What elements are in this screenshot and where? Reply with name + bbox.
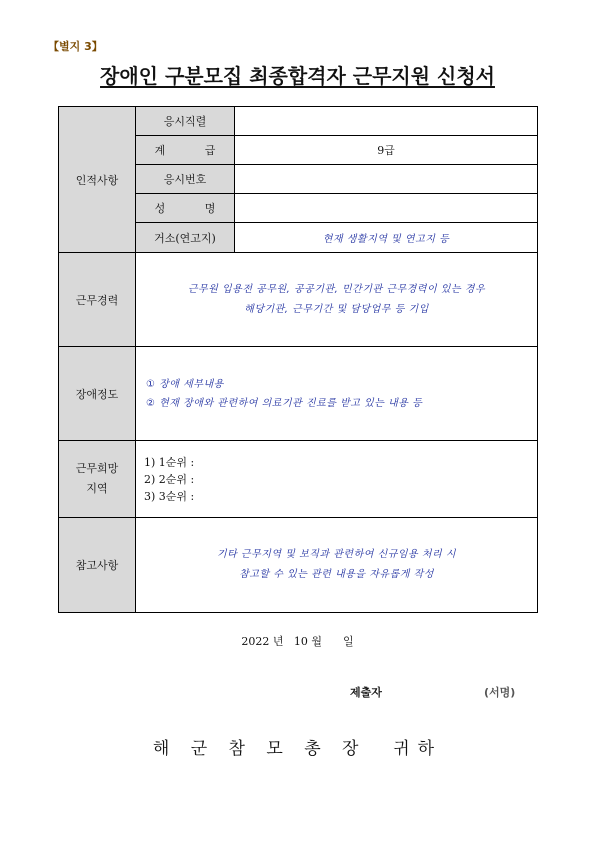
name-label-text: 성 명 xyxy=(154,202,234,215)
exam-number-field[interactable] xyxy=(235,165,538,194)
disability-guide-line: ② 현재 장애와 관련하여 의료기관 진료를 받고 있는 내용 등 xyxy=(146,397,423,409)
application-form-table xyxy=(58,106,538,613)
preferred-region-label xyxy=(59,441,136,518)
personal-info-section-label: 인적사항 xyxy=(59,107,136,253)
position-field[interactable] xyxy=(235,107,538,136)
work-history-label: 근무경력 xyxy=(59,253,136,347)
grade-label xyxy=(136,136,235,165)
disability-label: 장애정도 xyxy=(59,347,136,441)
preferred-region-item: 3) 3순위 : xyxy=(144,489,195,503)
residence-field[interactable]: 현재 생활지역 및 연고지 등 xyxy=(235,223,538,253)
disability-guide-line: ① 장애 세부내용 xyxy=(146,378,224,390)
notes-field[interactable] xyxy=(136,518,538,613)
notes-guide-line: 기타 근무지역 및 보직과 관련하여 신규임용 처리 시 xyxy=(216,549,457,560)
preferred-region-label-line: 근무희망 xyxy=(75,462,119,475)
preferred-region-item: 1) 1순위 : xyxy=(144,455,195,469)
preferred-region-item: 2) 2순위 : xyxy=(144,472,195,486)
work-history-field[interactable] xyxy=(136,253,538,347)
position-label: 응시직렬 xyxy=(136,107,235,136)
name-label xyxy=(136,194,235,223)
addressee: 해 군 참 모 총 장 귀하 xyxy=(152,739,443,759)
signature-field[interactable]: (서명) xyxy=(484,686,516,699)
exam-number-label: 응시번호 xyxy=(136,165,235,194)
disability-field[interactable] xyxy=(136,347,538,441)
annex-tag: 【별지 3】 xyxy=(48,40,103,53)
document-title-text: 장애인 구분모집 최종합격자 근무지원 신청서 xyxy=(100,64,495,88)
grade-label-text: 계 급 xyxy=(154,144,234,157)
residence-label: 거소(연고지) xyxy=(136,223,235,253)
notes-guide-line: 참고할 수 있는 관련 내용을 자유롭게 작성 xyxy=(239,569,434,580)
document-title xyxy=(0,60,595,89)
notes-label: 참고사항 xyxy=(59,518,136,613)
work-history-guide-line: 근무원 입용전 공무원, 공공기관, 민간기관 근무경력이 있는 경우 xyxy=(187,283,486,295)
work-history-guide-line: 해당기관, 근무기간 및 담당업무 등 기입 xyxy=(244,303,429,315)
submitter-label: 제출자 xyxy=(350,686,382,699)
date-line: 2022 년 10 월 일 xyxy=(241,635,354,648)
name-field[interactable] xyxy=(235,194,538,223)
preferred-region-field[interactable] xyxy=(136,441,538,518)
preferred-region-label-line: 지역 xyxy=(86,482,108,495)
grade-field[interactable]: 9급 xyxy=(235,136,538,165)
